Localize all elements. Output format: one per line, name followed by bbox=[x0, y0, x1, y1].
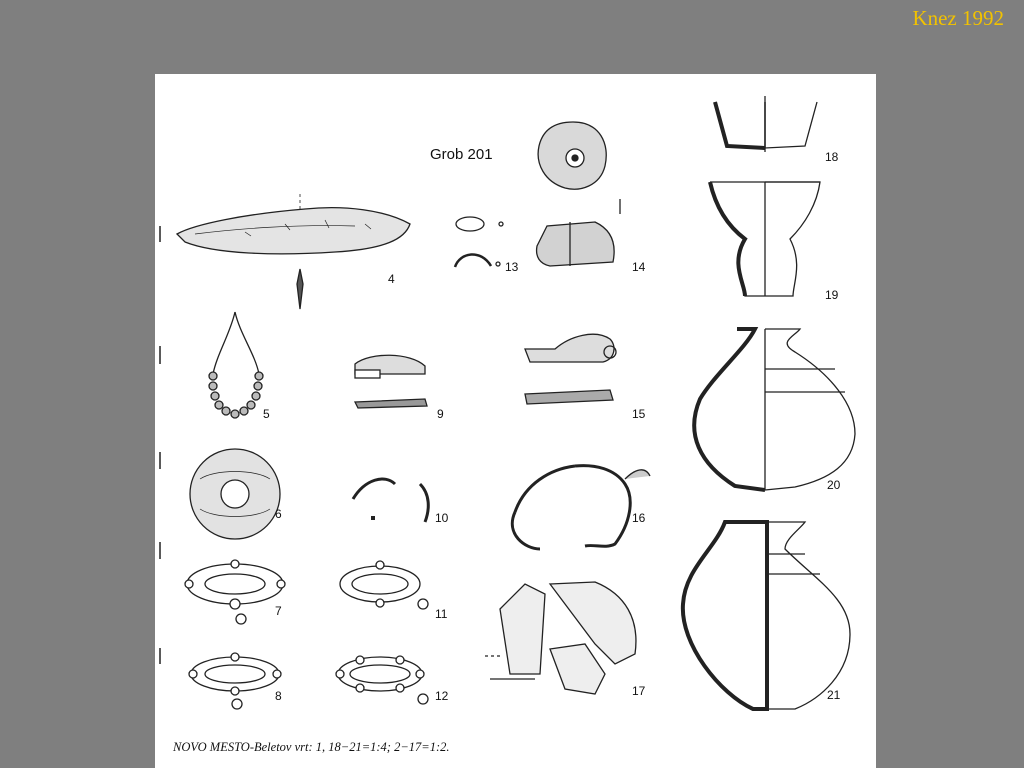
figure-number: 5 bbox=[263, 407, 270, 421]
figure-number: 17 bbox=[632, 684, 646, 698]
figure-13-ring bbox=[455, 217, 503, 267]
figure-15-fibula bbox=[525, 334, 616, 404]
figure-18-vessel bbox=[715, 96, 817, 152]
archaeological-plate bbox=[155, 74, 876, 768]
figure-16-torc bbox=[512, 466, 650, 549]
figure-number: 11 bbox=[435, 607, 448, 621]
plate-drawings bbox=[155, 74, 876, 768]
figure-number: 19 bbox=[825, 288, 839, 302]
figure-number: 20 bbox=[827, 478, 841, 492]
figure-number: 18 bbox=[825, 150, 839, 164]
figure-number: 8 bbox=[275, 689, 282, 703]
figure-6-ring bbox=[190, 449, 280, 539]
figure-14-whorl bbox=[537, 122, 620, 266]
figure-5-necklace bbox=[209, 312, 263, 418]
figure-11-ring bbox=[340, 561, 428, 609]
figure-number: 21 bbox=[827, 688, 841, 702]
figure-7-ring bbox=[185, 560, 285, 624]
figure-number: 16 bbox=[632, 511, 646, 525]
figure-number: 7 bbox=[275, 604, 282, 618]
figure-number: 14 bbox=[632, 260, 646, 274]
grave-title: Grob 201 bbox=[430, 146, 493, 163]
figure-19-vessel bbox=[710, 182, 820, 296]
figure-number: 4 bbox=[388, 272, 395, 286]
figure-number: 12 bbox=[435, 689, 449, 703]
figure-number: 6 bbox=[275, 507, 282, 521]
figure-8-ring bbox=[189, 653, 281, 709]
figure-number: 9 bbox=[437, 407, 444, 421]
plate-caption: NOVO MESTO-Beletov vrt: 1, 18−21=1:4; 2−17=1:2. bbox=[173, 740, 450, 754]
figure-number: 10 bbox=[435, 511, 449, 525]
figure-10-wire bbox=[353, 479, 428, 522]
figure-20-vessel bbox=[694, 329, 855, 490]
citation-label: Knez 1992 bbox=[912, 6, 1004, 30]
figure-number: 15 bbox=[632, 407, 646, 421]
figure-number: 13 bbox=[505, 260, 519, 274]
figure-9-fibula bbox=[355, 355, 427, 408]
figure-4-knife bbox=[177, 194, 410, 309]
figure-21-vessel bbox=[683, 522, 850, 709]
figure-12-ring bbox=[336, 656, 428, 704]
figure-17-sherds bbox=[485, 582, 636, 694]
